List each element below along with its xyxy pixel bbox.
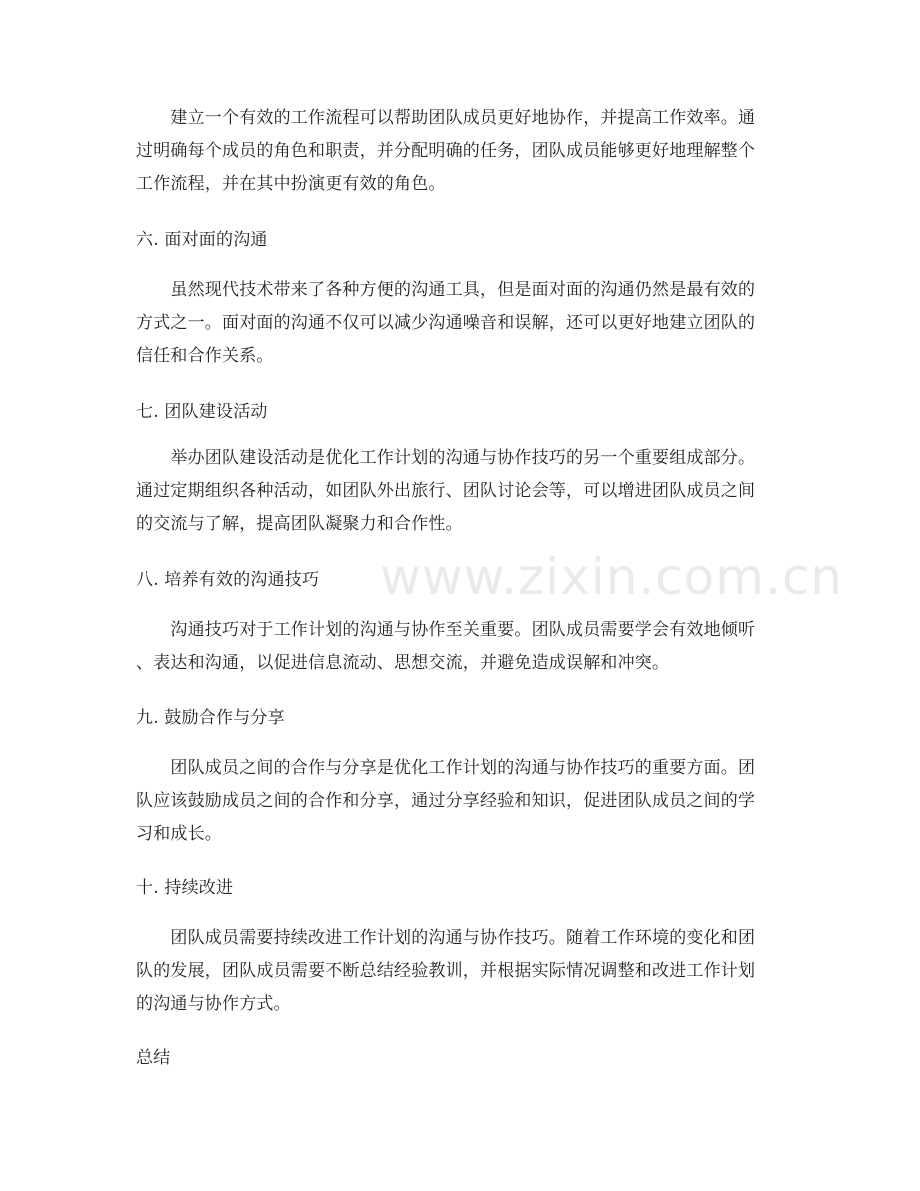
- paragraph-line: 信任和合作关系。: [136, 346, 274, 366]
- section-heading-8: 八. 培养有效的沟通技巧: [136, 570, 320, 590]
- paragraph-cooperation-sharing: [136, 752, 796, 851]
- paragraph-line: 沟通技巧对于工作计划的沟通与协作至关重要。团队成员需要学会有效地倾听: [136, 620, 756, 640]
- section-heading-6: 六. 面对面的沟通: [136, 230, 268, 250]
- paragraph-team-building: [136, 442, 796, 541]
- section-heading-7: 七. 团队建设活动: [136, 402, 268, 422]
- paragraph-line: 团队成员之间的合作与分享是优化工作计划的沟通与协作技巧的重要方面。团: [136, 758, 756, 778]
- paragraph-line: 方式之一。面对面的沟通不仅可以减少沟通噪音和误解，还可以更好地建立团队的: [136, 313, 756, 333]
- paragraph-line: 队的发展，团队成员需要不断总结经验教训，并根据实际情况调整和改进工作计划: [136, 961, 756, 981]
- paragraph-continuous-improvement: [136, 922, 796, 1021]
- paragraph-line: 建立一个有效的工作流程可以帮助团队成员更好地协作，并提高工作效率。通: [136, 108, 756, 128]
- paragraph-line: 工作流程，并在其中扮演更有效的角色。: [136, 174, 446, 194]
- section-heading-9: 九. 鼓励合作与分享: [136, 708, 285, 728]
- paragraph-communication-skills: [136, 614, 796, 680]
- watermark-text: www.zixin.com.cn: [380, 548, 844, 606]
- paragraph-face-to-face: [136, 274, 796, 373]
- paragraph-workflow: [136, 102, 796, 201]
- paragraph-line: 团队成员需要持续改进工作计划的沟通与协作技巧。随着工作环境的变化和团: [136, 928, 756, 948]
- paragraph-line: 通过定期组织各种活动，如团队外出旅行、团队讨论会等，可以增进团队成员之间: [136, 481, 756, 501]
- paragraph-line: 习和成长。: [136, 824, 222, 844]
- section-heading-summary: 总结: [136, 1048, 171, 1068]
- paragraph-line: 虽然现代技术带来了各种方便的沟通工具，但是面对面的沟通仍然是最有效的: [136, 280, 756, 300]
- paragraph-line: 的沟通与协作方式。: [136, 994, 291, 1014]
- section-heading-10: 十. 持续改进: [136, 878, 234, 898]
- paragraph-line: 、表达和沟通，以促进信息流动、思想交流，并避免造成误解和冲突。: [136, 653, 670, 673]
- paragraph-line: 过明确每个成员的角色和职责，并分配明确的任务，团队成员能够更好地理解整个: [136, 141, 756, 161]
- paragraph-line: 的交流与了解，提高团队凝聚力和合作性。: [136, 514, 463, 534]
- paragraph-line: 队应该鼓励成员之间的合作和分享，通过分享经验和知识，促进团队成员之间的学: [136, 791, 756, 811]
- paragraph-line: 举办团队建设活动是优化工作计划的沟通与协作技巧的另一个重要组成部分。: [136, 448, 756, 468]
